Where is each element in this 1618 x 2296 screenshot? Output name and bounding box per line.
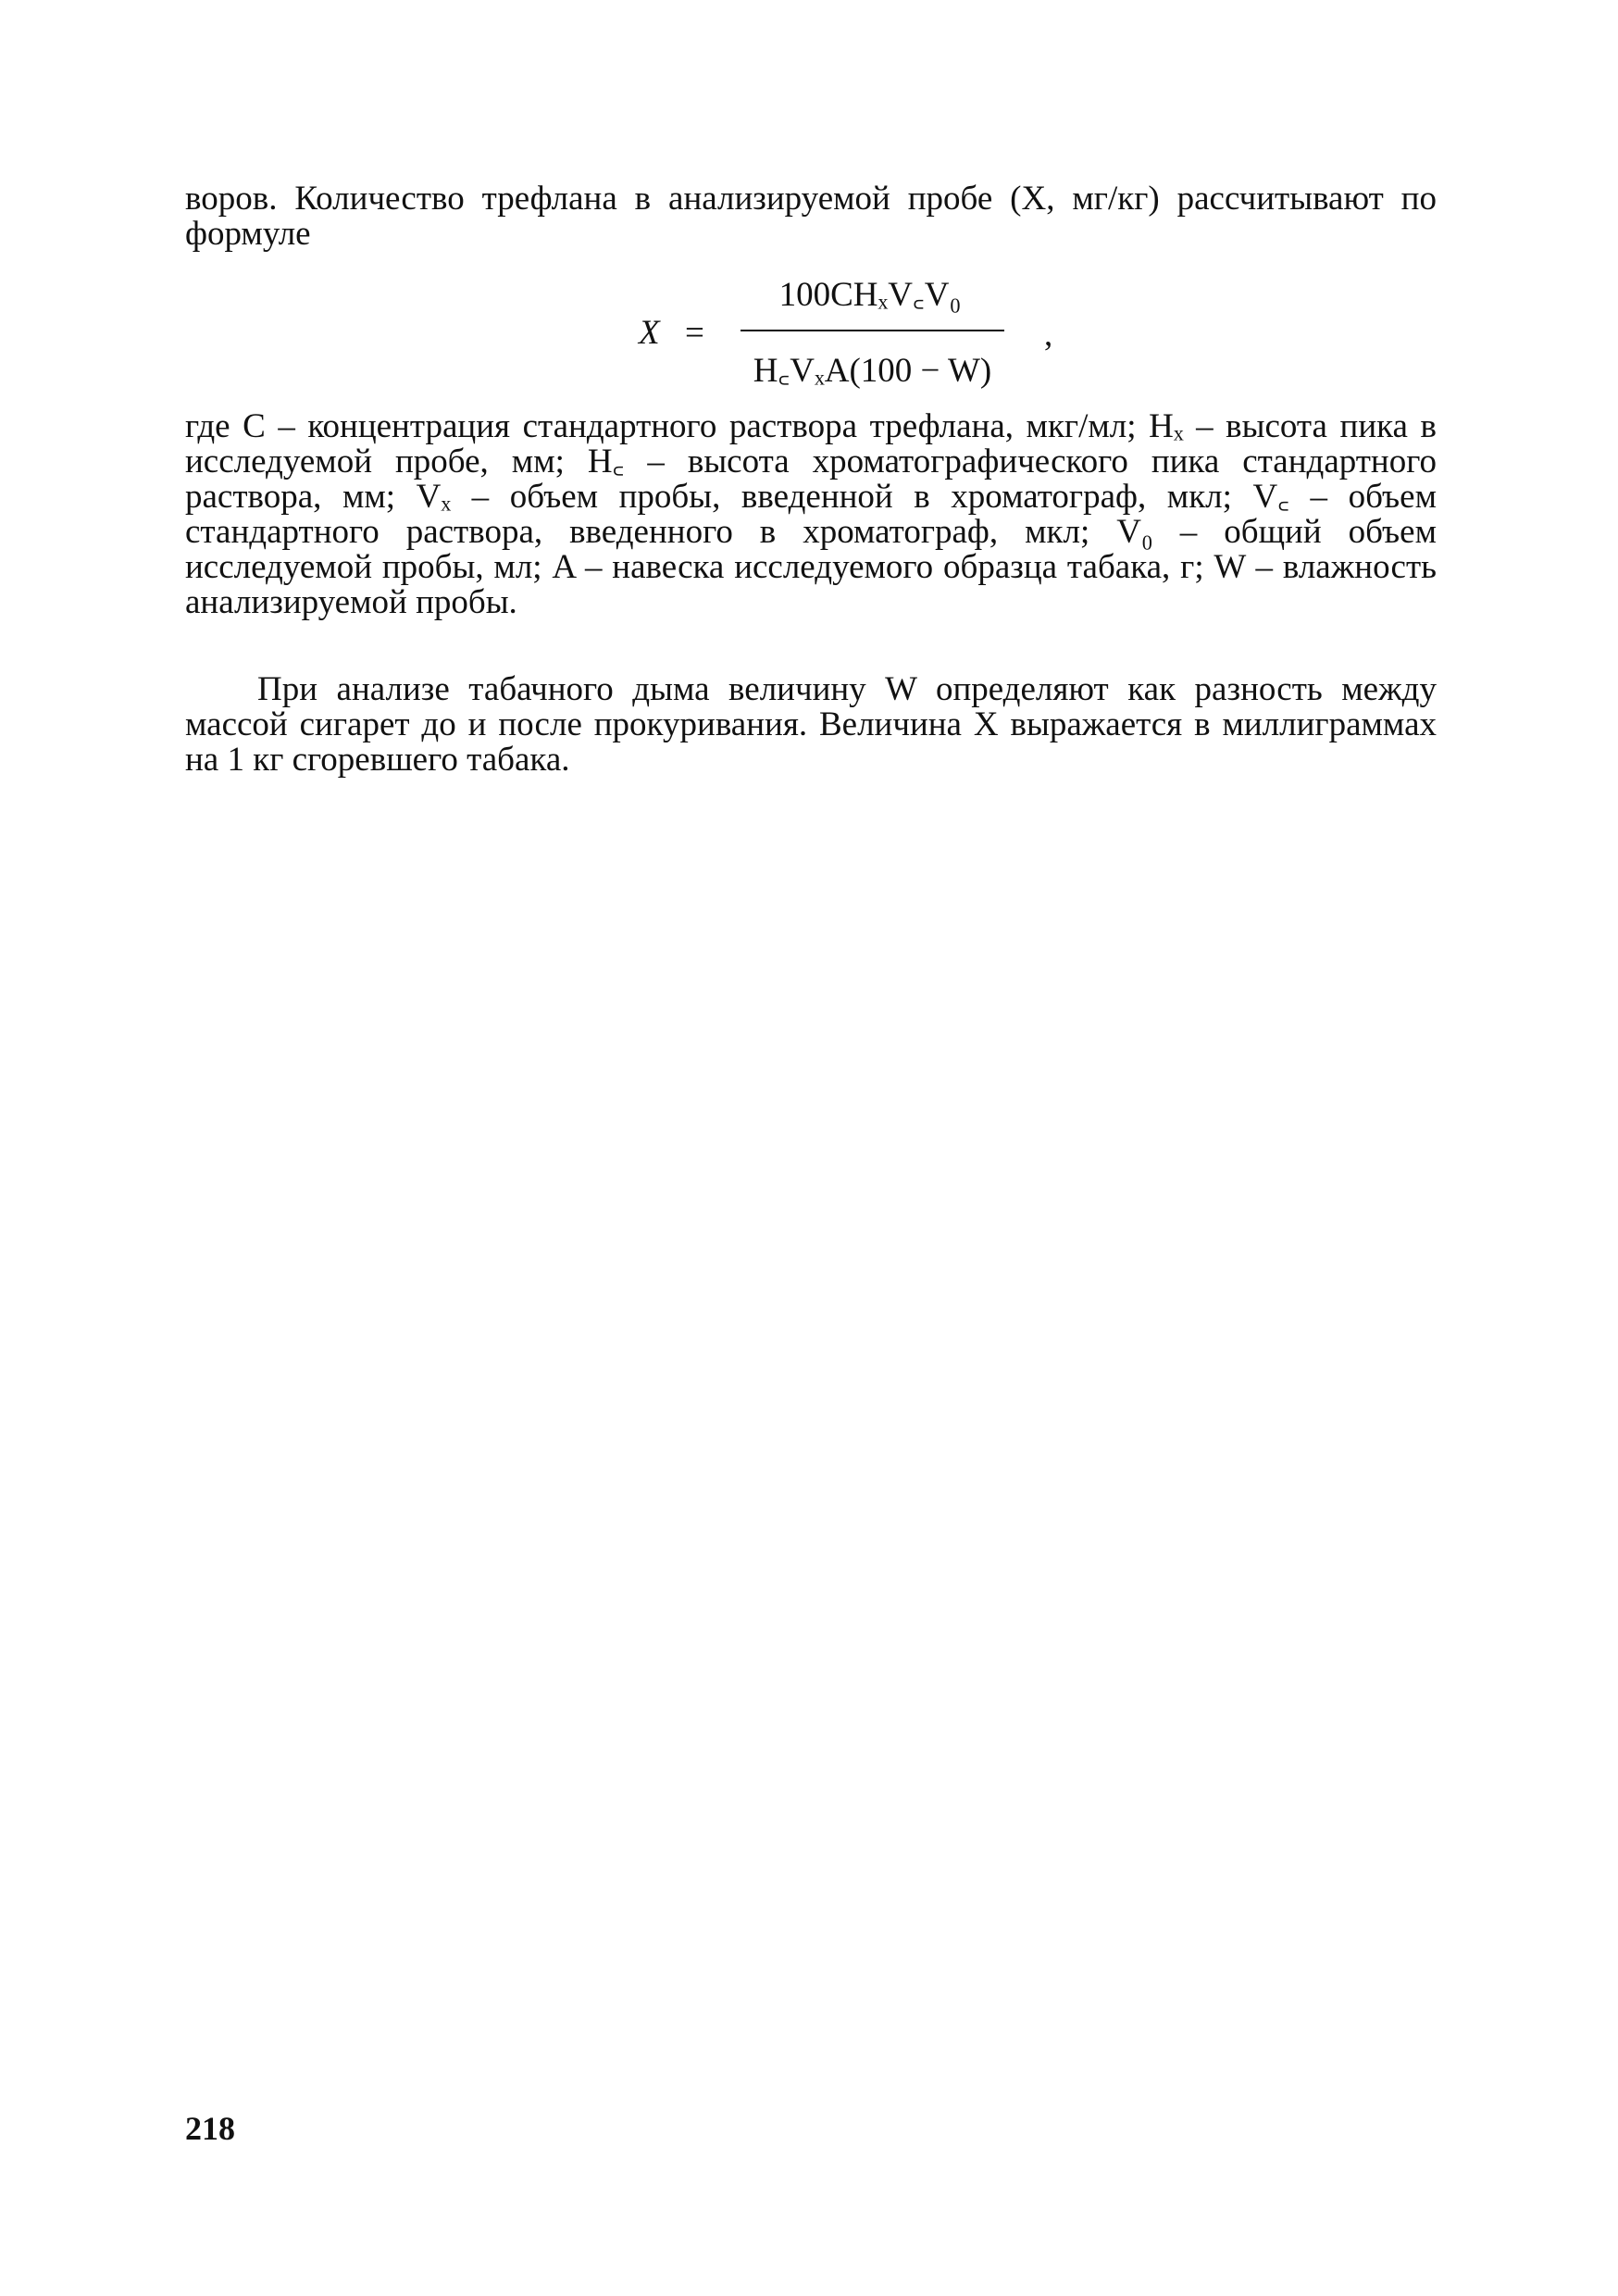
formula [639, 268, 1120, 398]
formula-numerator: 100CHₓV꜀V₀ [778, 276, 962, 314]
definitions-paragraph: где C – концентрация стандартного раствора трефлана, мкг/мл; Hₓ – высота пика в исследуемой пробе, мм; H꜀ – высота хроматографического пика стандартного раствора, мм; Vₓ – объем пробы, введенной в хроматограф, мкл; V꜀ – объем стандартного раствора, введенного в хроматограф, мкл; V₀ – общий объем исследуемой пробы, мл; A – навеска исследуемого образца табака, г; W – влажность анализируемой пробы. [185, 407, 1437, 621]
formula-equals: = [685, 314, 704, 352]
smoke-analysis-paragraph: При анализе табачного дыма величину W определяют как разность между массой сигарет до и после прокуривания. Величина X выражается в миллиграммах на 1 кг сгоревшего табака. [185, 670, 1437, 779]
fraction-bar [741, 330, 1004, 331]
formula-comma: , [1044, 316, 1053, 354]
formula-denominator: H꜀VₓA(100 − W) [753, 352, 992, 390]
formula-lhs: X [639, 314, 660, 352]
intro-paragraph: воров. Количество трефлана в анализируемой пробе (X, мг/кг) рассчитывают по формуле [185, 180, 1437, 253]
page-number: 218 [185, 2110, 235, 2147]
